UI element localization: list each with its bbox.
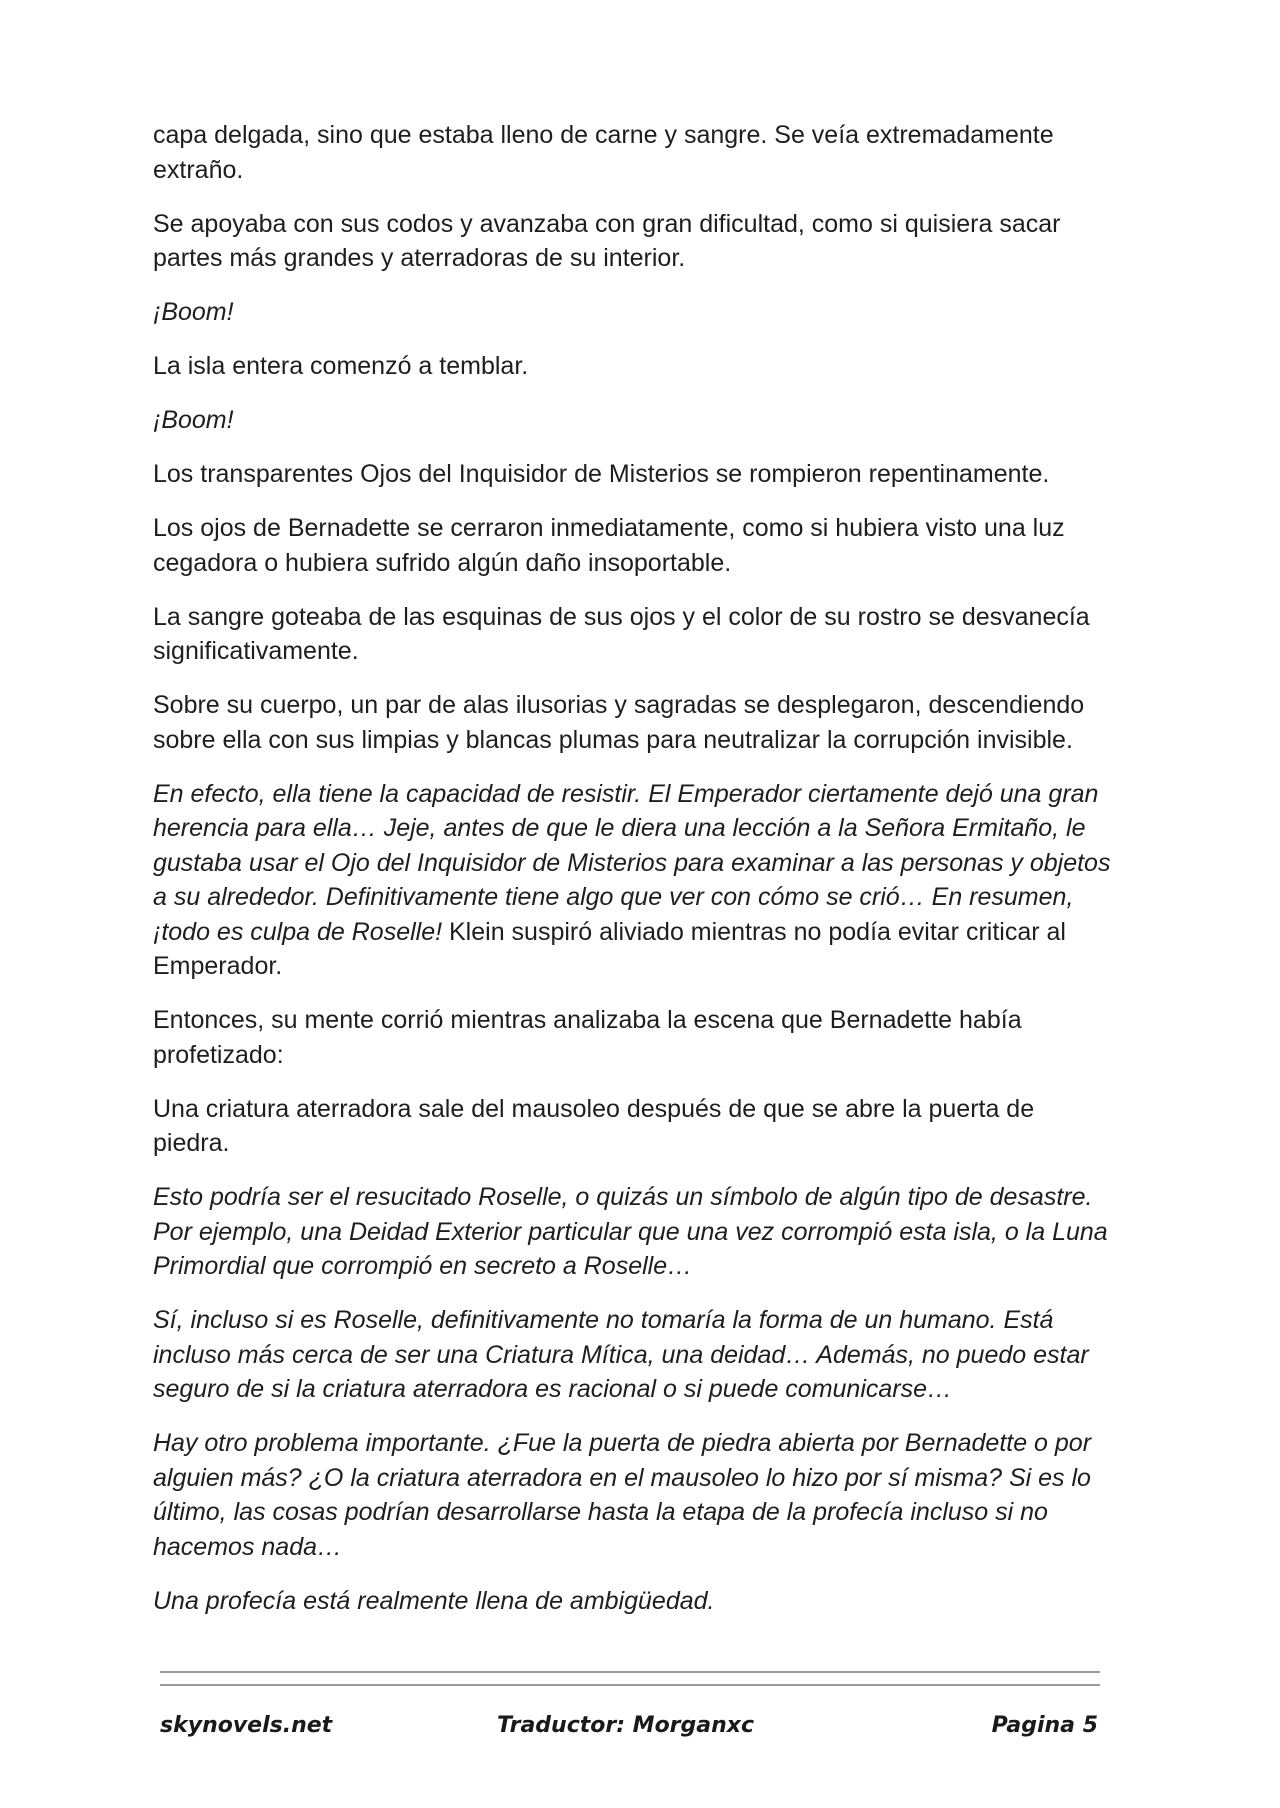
paragraph: capa delgada, sino que estaba lleno de carne y sangre. Se veía extremadamente extraño. <box>153 121 1054 184</box>
paragraph-italic: Esto podría ser el resucitado Roselle, o quizás un símbolo de algún tipo de desastre. Por ejemplo, una Deidad Exterior particular que una vez corrompió esta isla, o la Luna Primordial que corrompió en secreto a Roselle… <box>153 1183 1108 1280</box>
paragraph: Los transparentes Ojos del Inquisidor de Misterios se rompieron repentinamente. <box>153 460 1050 488</box>
body-text <box>153 118 1113 1638</box>
paragraph: Los ojos de Bernadette se cerraron inmediatamente, como si hubiera visto una luz cegadora o hubiera sufrido algún daño insoportable. <box>153 514 1065 577</box>
footer-divider-bottom <box>160 1684 1100 1686</box>
paragraph: Se apoyaba con sus codos y avanzaba con gran dificultad, como si quisiera sacar partes más grandes y aterradoras de su interior. <box>153 209 1061 272</box>
footer-divider-top <box>160 1671 1100 1673</box>
footer-page-number: Pagina 5 <box>991 1713 1098 1738</box>
paragraph: Una criatura aterradora sale del mausoleo después de que se abre la puerta de piedra. <box>153 1094 1035 1157</box>
paragraph: Sobre su cuerpo, un par de alas ilusorias y sagradas se desplegaron, descendiendo sobre ella con sus limpias y blancas plumas para neutralizar la corrupción invisible. <box>153 691 1085 754</box>
paragraph-italic: Sí, incluso si es Roselle, definitivamente no tomaría la forma de un humano. Está incluso más cerca de ser una Criatura Mítica, una deidad… Además, no puedo estar seguro de si la criatura aterradora es racional o si puede comunicarse… <box>153 1306 1089 1403</box>
paragraph-italic: Una profecía está realmente llena de ambigüedad. <box>153 1586 715 1615</box>
paragraph: La isla entera comenzó a temblar. <box>153 352 529 380</box>
paragraph-italic: ¡Boom! <box>153 298 234 326</box>
narration-text: Klein suspiró aliviado mientras no podía evitar criticar al Emperador. <box>153 917 1066 980</box>
paragraph-mixed <box>153 777 1113 984</box>
paragraph: La sangre goteaba de las esquinas de sus ojos y el color de su rostro se desvanecía significativamente. <box>153 602 1090 665</box>
paragraph: Entonces, su mente corrió mientras analizaba la escena que Bernadette había profetizado: <box>153 1006 1022 1069</box>
footer-site: skynovels.net <box>160 1713 333 1738</box>
footer-translator: Traductor: Morganxc <box>497 1713 755 1738</box>
paragraph-italic: ¡Boom! <box>153 406 234 434</box>
paragraph-italic: Hay otro problema importante. ¿Fue la puerta de piedra abierta por Bernadette o por alguien más? ¿O la criatura aterradora en el mausoleo lo hizo por sí misma? Si es lo último, las cosas podrían desarrollarse hasta la etapa de la profecía incluso si no hacemos nada… <box>153 1429 1092 1561</box>
thought-text: En efecto, ella tiene la capacidad de resistir. El Emperador ciertamente dejó una gran herencia para ella… Jeje, antes de que le diera una lección a la Señora Ermitaño, le gustaba usar el Ojo del Inquisidor de Misterios para examinar a las personas y objetos a su alrededor. Definitivamente tiene algo que ver con cómo se crió… En resumen, ¡todo es culpa de Roselle! <box>153 779 1111 946</box>
